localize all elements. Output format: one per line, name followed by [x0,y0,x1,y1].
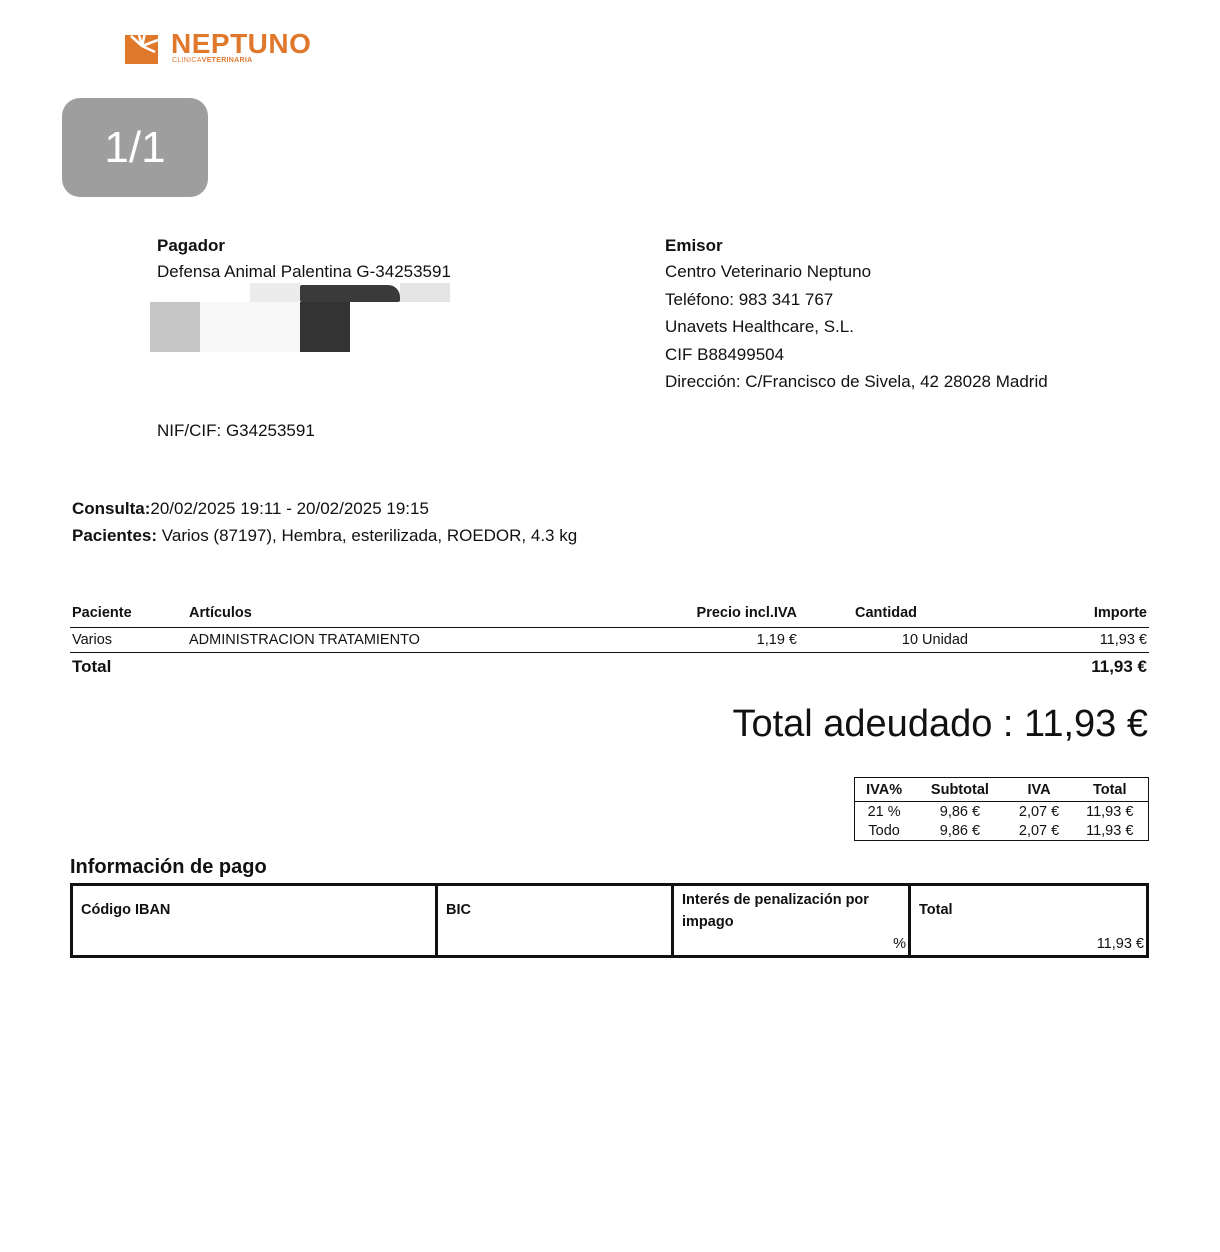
row-importe: 11,93 € [1099,632,1147,648]
penalty-value: % [893,936,906,952]
amount-due: Total adeudado : 11,93 € [732,703,1148,745]
vat-header-total: Total [1072,778,1149,802]
row-cantidad: 10 Unidad [901,632,968,648]
consult-value: 20/02/2025 19:11 - 20/02/2025 19:15 [150,499,429,518]
items-total-row [70,653,1149,683]
issuer-address: Dirección: C/Francisco de Sivela, 42 28028 Madrid [665,372,1048,391]
issuer-info [665,258,1048,396]
row-articulo: ADMINISTRACION TRATAMIENTO [189,632,420,648]
payer-name: Defensa Animal Palentina G-34253591 [157,262,451,281]
items-header-row [70,600,1149,628]
row-precio: 1,19 € [756,632,797,648]
vat-cell: 9,86 € [939,803,981,820]
issuer-company: Unavets Healthcare, S.L. [665,317,854,336]
payment-title: Información de pago [70,856,267,878]
items-table [70,600,1149,683]
consult-line [72,495,429,522]
penalty-label: Interés de penalización por impago [682,892,869,930]
header-paciente: Paciente [72,605,132,621]
consult-label: Consulta: [72,499,151,518]
vat-header-rate: IVA% [855,778,914,802]
vat-cell: Todo [868,822,900,839]
vat-cell: 11,93 € [1086,822,1134,839]
table-row [70,628,1149,653]
header-cantidad: Cantidad [854,605,917,621]
header-articulos: Artículos [189,605,252,621]
patients-line [72,522,577,549]
payment-table [70,883,1149,958]
bic-cell [438,886,674,955]
vat-cell: 2,07 € [1018,803,1060,820]
table-row [855,821,1149,841]
vat-cell: 21 % [867,803,901,820]
iban-label: Código IBAN [81,902,171,918]
vat-cell: 9,86 € [939,822,981,839]
payer-nif: NIF/CIF: G34253591 [157,421,315,440]
row-paciente: Varios [72,632,113,648]
patients-label: Pacientes: [72,526,158,545]
penalty-cell [674,886,911,955]
bic-label: BIC [446,902,471,918]
items-total-value: 11,93 € [1091,657,1147,676]
payment-total-value: 11,93 € [1096,936,1144,952]
items-total-label: Total [72,657,112,676]
issuer-label: Emisor [665,236,723,255]
vat-cell: 11,93 € [1086,803,1134,820]
header-importe: Importe [1093,605,1147,621]
issuer-phone: Teléfono: 983 341 767 [665,289,834,309]
payment-total-cell [911,886,1146,955]
vat-header-subtotal: Subtotal [913,778,1006,802]
logo-name: NEPTUNO [171,28,312,59]
logo-subtitle: CLINICAVETERINARIA [172,57,253,64]
payer-label: Pagador [157,236,226,255]
iban-cell [73,886,438,955]
patients-value: Varios (87197), Hembra, esterilizada, ROEDOR, 4.3 kg [161,526,578,545]
redacted-address [150,283,490,353]
issuer-cif: CIF B88499504 [665,344,785,364]
vat-header-row [855,778,1149,802]
clinic-logo [124,28,324,68]
vat-table [854,777,1149,841]
page-indicator: 1/1 [62,98,208,197]
table-row [855,802,1149,822]
payment-total-label: Total [919,902,953,918]
header-precio: Precio incl.IVA [696,605,797,621]
logo-mark-icon [125,32,159,64]
issuer-name: Centro Veterinario Neptuno [665,262,872,281]
vat-header-iva: IVA [1007,778,1072,802]
vat-cell: 2,07 € [1018,822,1060,839]
